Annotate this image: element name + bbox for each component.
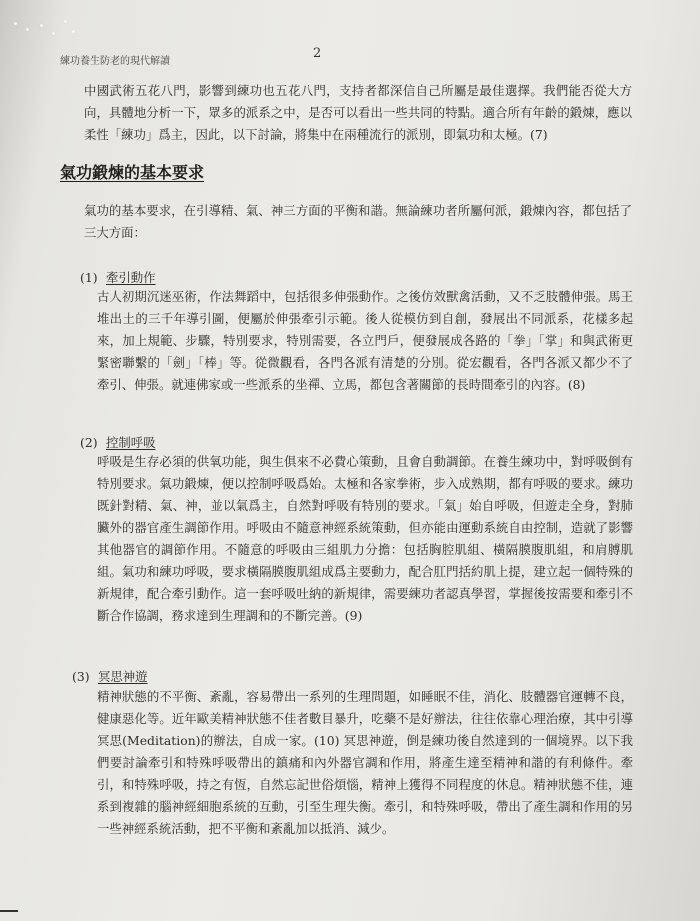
subsection-1-heading — [80, 268, 156, 286]
punch-hole-marks — [14, 14, 84, 44]
subsection-number: (2) — [80, 435, 98, 450]
subsection-2-body: 呼吸是生存必須的供氧功能，與生俱來不必費心策動，且會自動調節。在養生練功中，對呼吸倒有特別要求。氣功鍛煉，便以控制呼吸爲始。太極和各家拳術，步入成熟期，都有呼吸的要求。練功既針對精、氣、神，並以氣爲主，自然對呼吸有特別的要求。「氣」始自呼吸，但遊走全身，對肺臟外的器官產生調節作用。呼吸由不隨意神經系統策動，但亦能由運動系統自由控制，造就了影響其他器官的調節作用。不隨意的呼吸由三組肌力分擔：包括胸腔肌組、橫隔膜腹肌組，和肩膊肌組。氣功和練功呼吸，要求橫隔膜腹肌組成爲主要動力，配合肛門括約肌上提，建立起一個特殊的新規律，配合牽引動作。這一套呼吸吐納的新規律，需要練功者認真學習，掌握後按需要和牽引不斷合作協調，務求達到生理調和的不斷完善。(9) — [97, 454, 633, 623]
subsection-title: 控制呼吸 — [105, 435, 156, 450]
section-intro-paragraph: 氣功的基本要求，在引導精、氣、神三方面的平衡和諧。無論練功者所屬何派，鍛煉內容，都包括了三大方面： — [84, 203, 632, 240]
subsection-number: (1) — [80, 270, 98, 285]
subsection-title: 冥思神遊 — [97, 669, 148, 684]
section-heading: 氣功鍛煉的基本要求 — [60, 163, 205, 182]
subsection-1-body: 古人初期沉迷巫術，作法舞蹈中，包括很多伸張動作。之後仿效獸禽活動，又不乏肢體伸張。馬王堆出土的三千年導引圖，便屬於伸張牽引示範。後人從模仿到自創，發展出不同派系，花樣多起來，加上規範、步驟，特別要求，特別需要，各立門戶，便發展成各路的「拳」「掌」和與武術更緊密聯繫的「劍」「棒」等。從微觀看，各門各派有清楚的分別。從宏觀看，各門各派又都少不了牽引、伸張。就連佛家或一些派系的坐禪、立馬，都包含著關節的長時間牽引的內容。(8) — [97, 289, 633, 392]
subsection-title: 牽引動作 — [105, 270, 156, 285]
intro-paragraph: 中國武術五花八門，影響到練功也五花八門，支持者都深信自己所屬是最佳選擇。我們能否從大方向，具體地分析一下，眾多的派系之中，是否可以看出一些共同的特點。適合所有年齡的鍛煉，應以柔性「練功」爲主，因此，以下討論，將集中在兩種流行的派別，即氣功和太極。(7) — [84, 83, 632, 142]
subsection-3-heading — [72, 667, 148, 685]
subsection-number: (3) — [72, 669, 90, 684]
running-title: 練功養生防老的現代解讀 — [60, 56, 170, 67]
subsection-3-body: 精神狀態的不平衡、紊亂，容易帶出一系列的生理問題，如睡眠不佳，消化、肢體器官運轉不良，健康惡化等。近年歐美精神狀態不佳者數目暴升，吃藥不是好辦法，往往依靠心理治療，其中引導冥思(Meditation)的辦法，自成一家。(10) 冥思神遊，倒是練功後自然達到的一個境界。以下我們要討論牽引和特殊呼吸帶出的鎮痛和內外器官調和作用，將產生達至精神和諧的有利條件。牽引，和特殊呼吸，持之有恆，自然忘記世俗煩惱，精神上獲得不同程度的休息。精神狀態不佳，連系到複雜的腦神經細胞系統的互動，引至生理失衡。牽引，和特殊呼吸，帶出了產生調和作用的另一些神經系統活動，把不平衡和紊亂加以抵消、減少。 — [97, 689, 633, 836]
page-number: 2 — [313, 46, 322, 61]
page-edge-mark — [0, 910, 18, 912]
subsection-2-heading — [80, 433, 156, 451]
